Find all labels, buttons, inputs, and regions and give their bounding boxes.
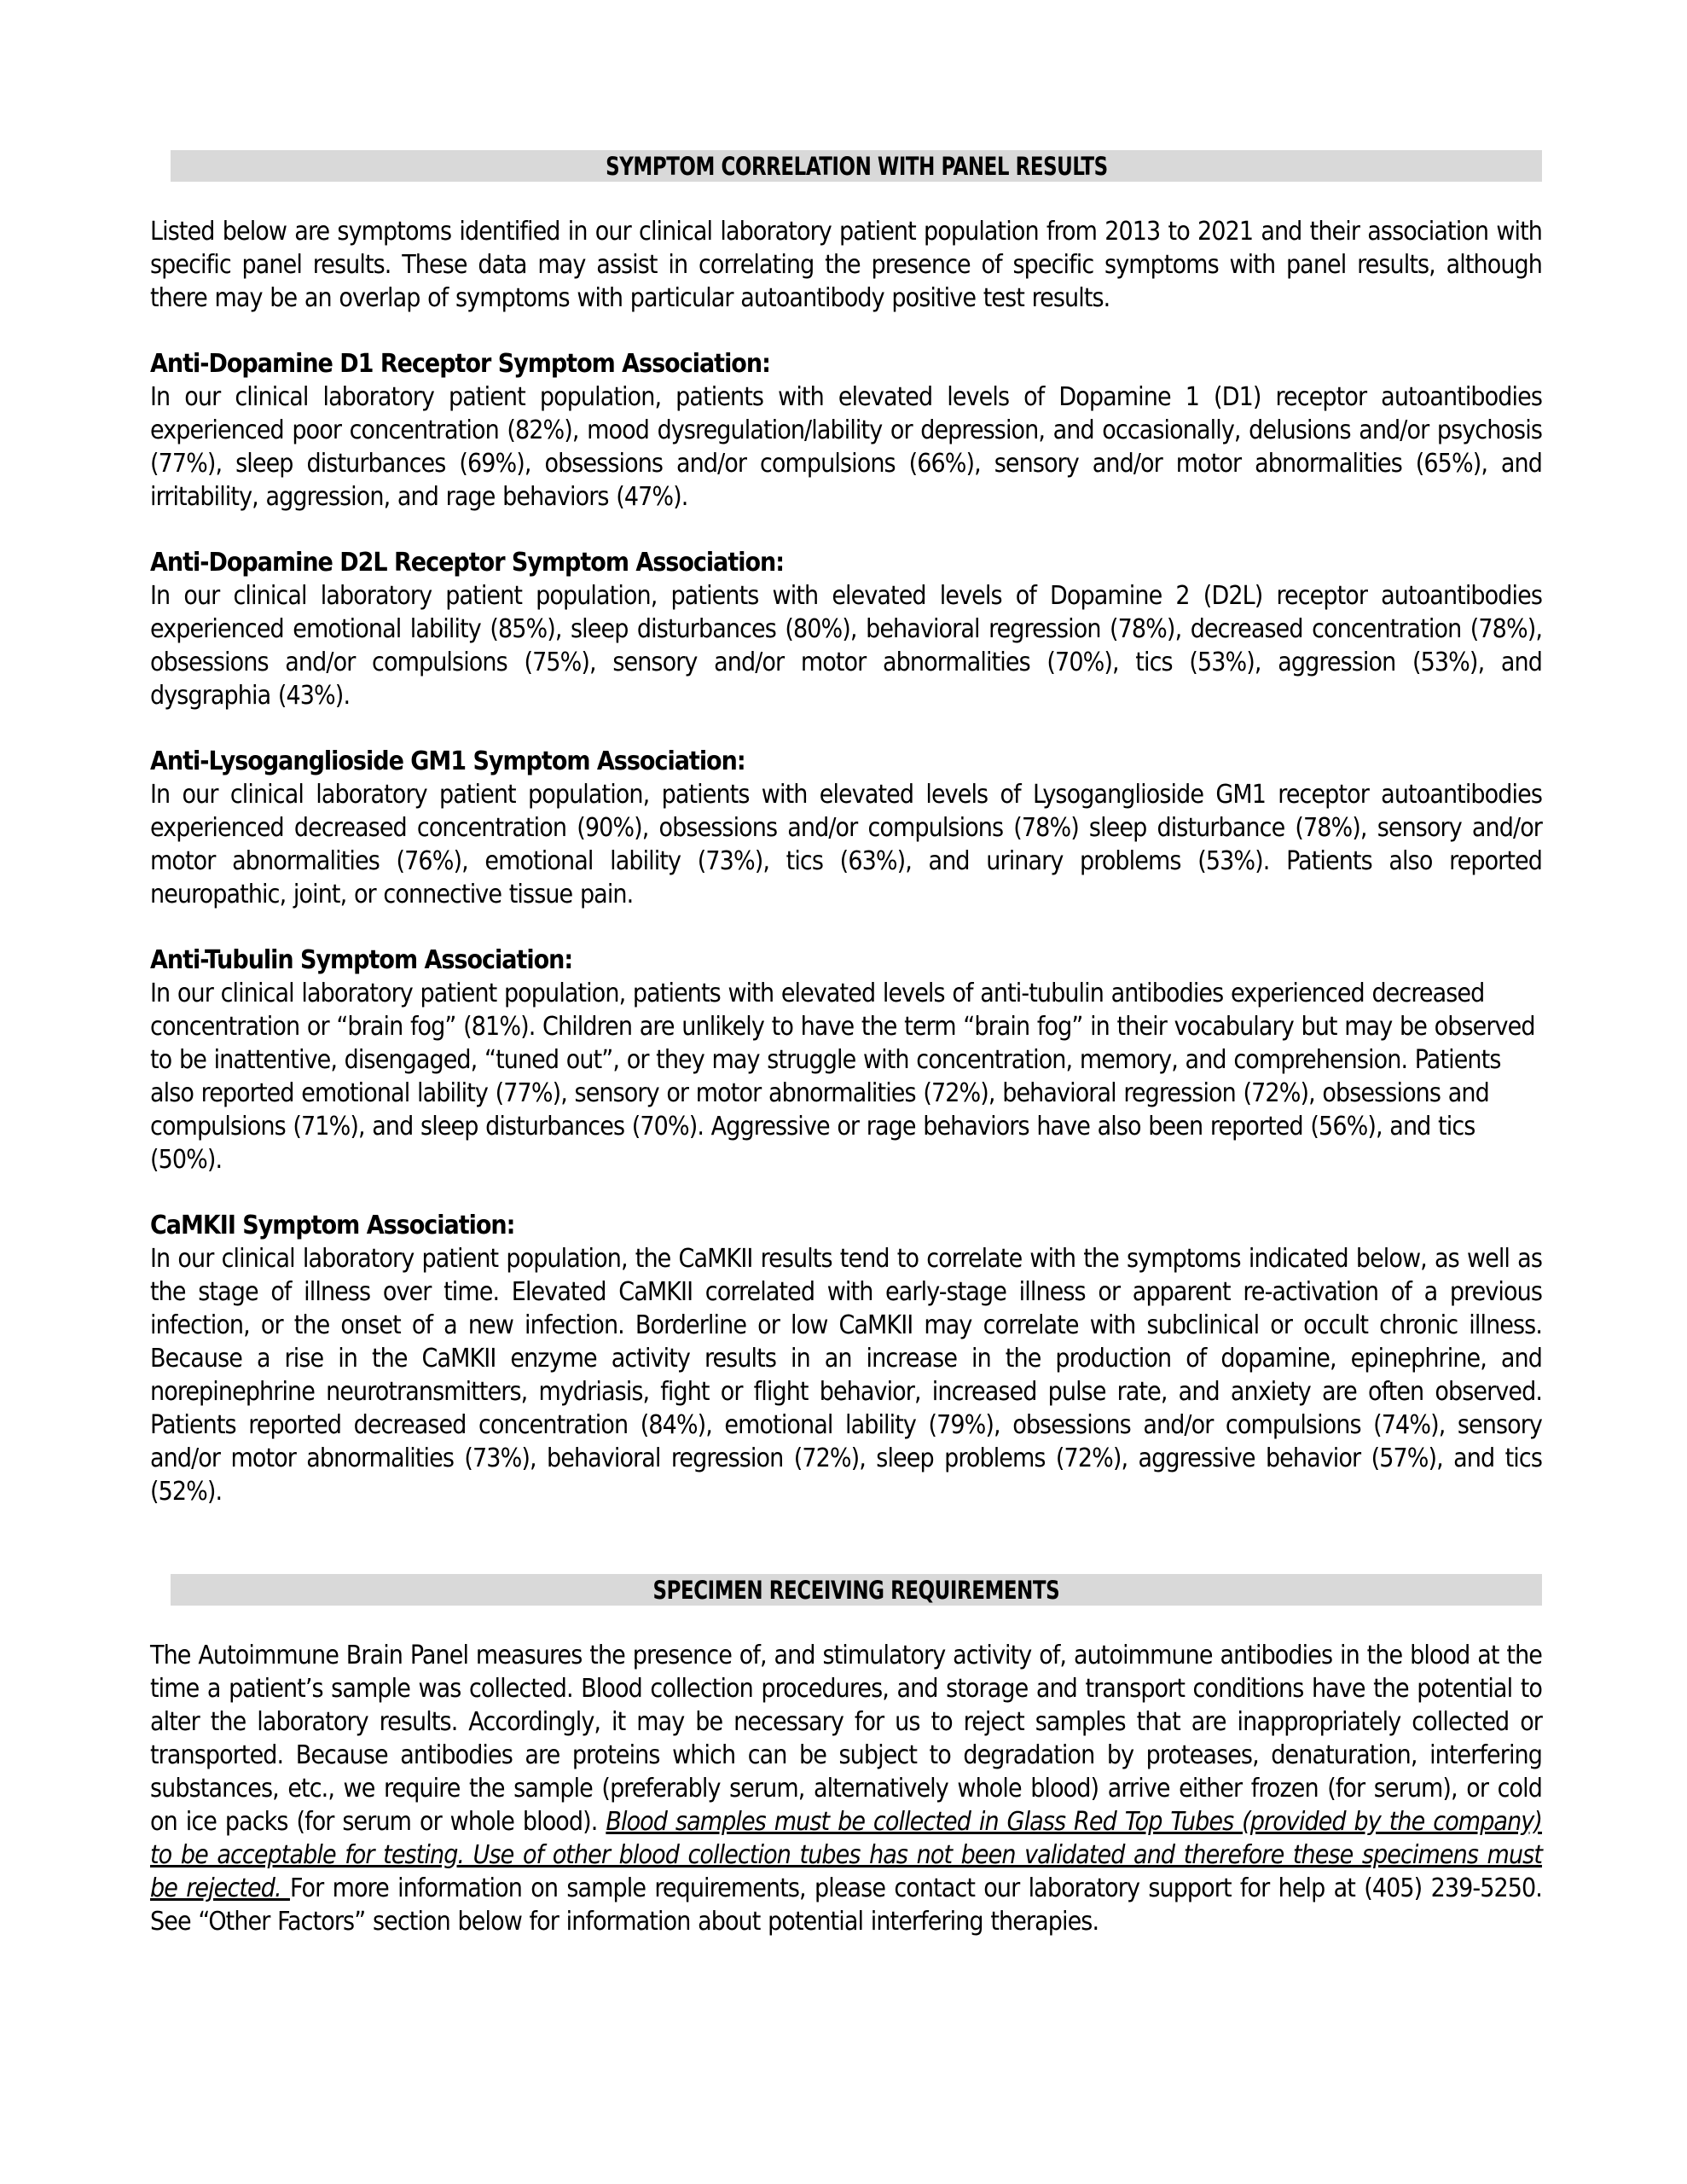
section-heading-text: SYMPTOM CORRELATION WITH PANEL RESULTS: [605, 151, 1108, 181]
section-heading-text: SPECIMEN RECEIVING REQUIREMENTS: [652, 1575, 1060, 1605]
block-body: In our clinical laboratory patient population, patients with elevated levels of Dopamine 1 (D1) receptor autoantibodies experienced poor concentration (82%), mood dysregulation/lability or depression, and occasionally, delusions and/or psychosis (77%), sleep disturbances (69%), obsessions and/or compulsions (66%), sensory and/or motor abnormalities (65%), and irritability, aggression, and rage behaviors (47%).: [150, 382, 1542, 512]
tubulin-block: [150, 944, 1542, 1176]
specimen-paragraph: [150, 1639, 1542, 1938]
d1-receptor-block: [150, 347, 1542, 514]
specimen-text-before: The Autoimmune Brain Panel measures the presence of, and stimulatory activity of, autoimmune antibodies in the blood at the time a patient’s sample was collected. Blood collection procedures, and storage and transport conditions have the potential to alter the laboratory results. Accordingly, it may be necessary for us to reject samples that are inappropriately collected or transported. Because antibodies are proteins which can be subject to degradation by proteases, denaturation, interfering substances, etc., we require the sample (preferably serum, alternatively whole blood) arrive either frozen (for serum), or cold on ice packs (for serum or whole blood).: [150, 1641, 1542, 1837]
block-title: Anti-Dopamine D2L Receptor Symptom Association:: [150, 548, 785, 578]
section-heading-specimen-requirements: [171, 1574, 1542, 1606]
specimen-text-after: For more information on sample requirements, please contact our laboratory support for help at (405) 239-5250. See “Other Factors” section below for information about potential interfering therapies.: [150, 1873, 1542, 1937]
camkii-block: [150, 1209, 1542, 1508]
block-body: In our clinical laboratory patient population, patients with elevated levels of Lysoganglioside GM1 receptor autoantibodies experienced decreased concentration (90%), obsessions and/or compulsions (78%) sleep disturbance (78%), sensory and/or motor abnormalities (76%), emotional lability (73%), tics (63%), and urinary problems (53%). Patients also reported neuropathic, joint, or connective tissue pain.: [150, 780, 1542, 909]
block-body: In our clinical laboratory patient population, patients with elevated levels of anti-tubulin antibodies experienced decreased concentration or “brain fog” (81%). Children are unlikely to have the term “brain fog” in their vocabulary but may be observed to be inattentive, disengaged, “tuned out”, or they may struggle with concentration, memory, and comprehension. Patients also reported emotional lability (77%), sensory or motor abnormalities (72%), behavioral regression (72%), obsessions and compulsions (71%), and sleep disturbances (70%). Aggressive or rage behaviors have also been reported (56%), and tics (50%).: [150, 979, 1535, 1175]
specimen-emphasis-text: Blood samples must be collected in Glass Red Top Tubes (provided by the company) to be acceptable for testing. Use of other blood collection tubes has not been validated and therefore these specimens must be rejected.: [150, 1807, 1542, 1903]
gm1-block: [150, 745, 1542, 911]
block-title: Anti-Lysoganglioside GM1 Symptom Association:: [150, 746, 745, 776]
block-body: In our clinical laboratory patient population, the CaMKII results tend to correlate with the symptoms indicated below, as well as the stage of illness over time. Elevated CaMKII correlated with early-stage illness or apparent re-activation of a previous infection, or the onset of a new infection. Borderline or low CaMKII may correlate with subclinical or occult chronic illness. Because a rise in the CaMKII enzyme activity results in an increase in the production of dopamine, epinephrine, and norepinephrine neurotransmitters, mydriasis, fight or flight behavior, increased pulse rate, and anxiety are often observed. Patients reported decreased concentration (84%), emotional lability (79%), obsessions and/or compulsions (74%), sensory and/or motor abnormalities (73%), behavioral regression (72%), sleep problems (72%), aggressive behavior (57%), and tics (52%).: [150, 1244, 1542, 1507]
d2l-receptor-block: [150, 546, 1542, 712]
intro-paragraph: Listed below are symptoms identified in our clinical laboratory patient population from 2013 to 2021 and their association with specific panel results. These data may assist in correlating the presence of specific symptoms with panel results, although there may be an overlap of symptoms with particular autoantibody positive test results.: [150, 217, 1542, 313]
block-title: CaMKII Symptom Association:: [150, 1211, 515, 1240]
document-page: [150, 150, 1542, 1938]
block-title: Anti-Tubulin Symptom Association:: [150, 945, 573, 975]
block-body: In our clinical laboratory patient population, patients with elevated levels of Dopamine 2 (D2L) receptor autoantibodies experienced emotional lability (85%), sleep disturbances (80%), behavioral regression (78%), decreased concentration (78%), obsessions and/or compulsions (75%), sensory and/or motor abnormalities (70%), tics (53%), aggression (53%), and dysgraphia (43%).: [150, 581, 1542, 711]
block-title: Anti-Dopamine D1 Receptor Symptom Association:: [150, 349, 770, 379]
section-heading-symptom-correlation: [171, 150, 1542, 182]
